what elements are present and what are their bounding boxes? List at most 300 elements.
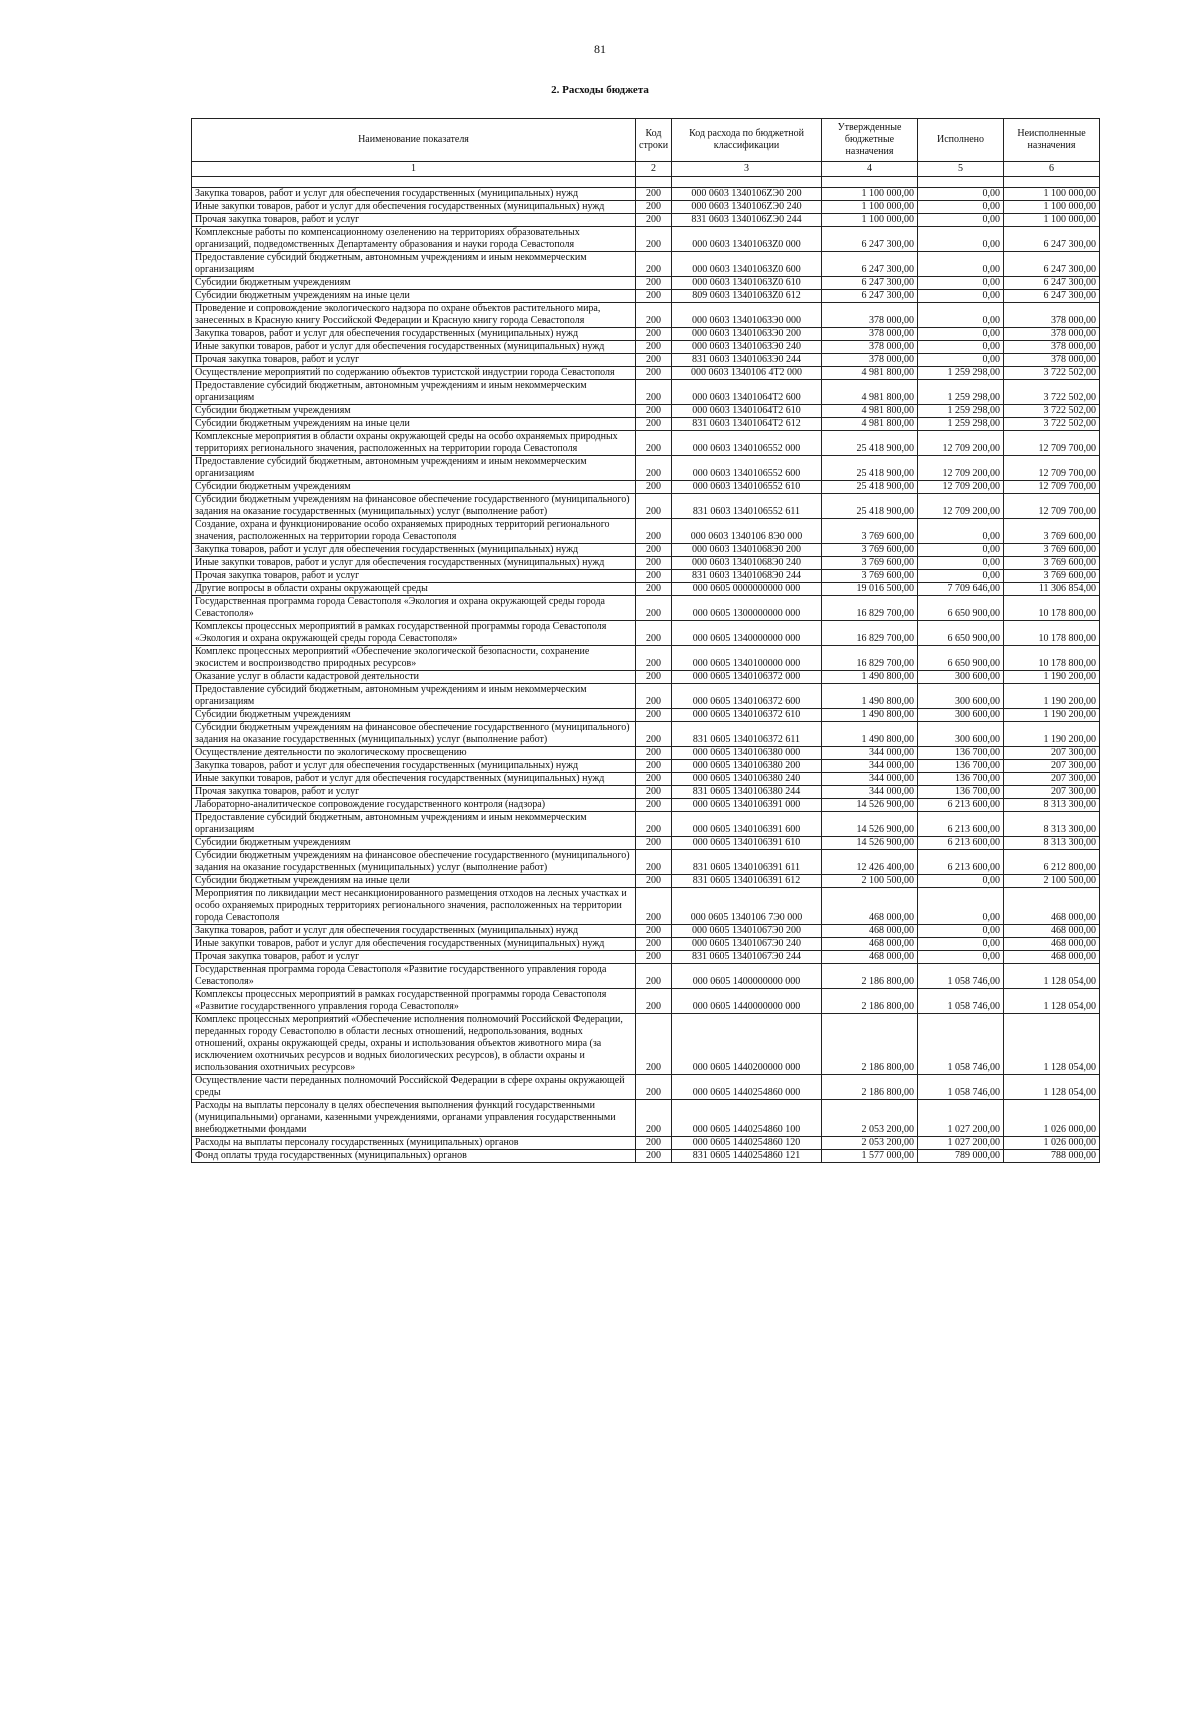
row-approved-amount: 16 829 700,00 (822, 596, 918, 621)
row-unexecuted-amount: 6 247 300,00 (1004, 227, 1100, 252)
row-classification-code: 000 0605 1440254860 100 (672, 1100, 822, 1137)
page-number: 81 (594, 42, 606, 56)
row-approved-amount: 468 000,00 (822, 925, 918, 938)
table-row (192, 684, 1100, 709)
row-name: Иные закупки товаров, работ и услуг для обеспечения государственных (муниципальных) нужд (192, 341, 636, 354)
row-executed-amount: 0,00 (918, 341, 1004, 354)
row-classification-code: 831 0605 13401067Э0 244 (672, 951, 822, 964)
row-executed-amount: 0,00 (918, 252, 1004, 277)
row-executed-amount: 0,00 (918, 201, 1004, 214)
row-classification-code: 000 0605 1340106372 610 (672, 709, 822, 722)
row-unexecuted-amount: 1 026 000,00 (1004, 1100, 1100, 1137)
row-unexecuted-amount: 468 000,00 (1004, 938, 1100, 951)
row-name: Комплексы процессных мероприятий в рамках государственной программы города Севастополя «Экология и охрана окружающей среды города Севастополя» (192, 621, 636, 646)
row-unexecuted-amount: 6 212 800,00 (1004, 850, 1100, 875)
row-approved-amount: 3 769 600,00 (822, 570, 918, 583)
row-classification-code: 831 0603 1340106552 611 (672, 494, 822, 519)
row-approved-amount: 4 981 800,00 (822, 380, 918, 405)
column-number: 3 (672, 162, 822, 177)
row-approved-amount: 1 490 800,00 (822, 722, 918, 747)
row-unexecuted-amount: 1 100 000,00 (1004, 188, 1100, 201)
row-executed-amount: 0,00 (918, 214, 1004, 227)
row-approved-amount: 468 000,00 (822, 888, 918, 925)
row-classification-code: 000 0605 1340106380 240 (672, 773, 822, 786)
row-executed-amount: 6 650 900,00 (918, 646, 1004, 671)
row-approved-amount: 1 100 000,00 (822, 201, 918, 214)
row-line-code: 200 (636, 722, 672, 747)
row-classification-code: 831 0603 1340106ZЭ0 244 (672, 214, 822, 227)
row-name: Субсидии бюджетным учреждениям (192, 481, 636, 494)
row-name: Субсидии бюджетным учреждениям на иные цели (192, 418, 636, 431)
row-unexecuted-amount: 11 306 854,00 (1004, 583, 1100, 596)
row-name: Предоставление субсидий бюджетным, автономным учреждениям и иным некоммерческим организациям (192, 456, 636, 481)
row-unexecuted-amount: 468 000,00 (1004, 951, 1100, 964)
row-line-code: 200 (636, 341, 672, 354)
column-number: 1 (192, 162, 636, 177)
row-classification-code: 000 0603 1340106ЗZ0 000 (672, 227, 822, 252)
row-executed-amount: 0,00 (918, 277, 1004, 290)
row-name: Субсидии бюджетным учреждениям на финансовое обеспечение государственного (муниципального) задания на оказание государственных (муниципальных) услуг (выполнение работ) (192, 850, 636, 875)
row-classification-code: 000 0605 13401067Э0 200 (672, 925, 822, 938)
row-approved-amount: 25 418 900,00 (822, 456, 918, 481)
row-classification-code: 000 0603 1340106552 000 (672, 431, 822, 456)
row-approved-amount: 378 000,00 (822, 354, 918, 367)
row-line-code: 200 (636, 1150, 672, 1163)
row-executed-amount: 1 259 298,00 (918, 405, 1004, 418)
row-name: Комплексы процессных мероприятий в рамках государственной программы города Севастополя «Развитие государственного управления города Севастополя» (192, 989, 636, 1014)
row-executed-amount: 1 259 298,00 (918, 380, 1004, 405)
row-executed-amount: 0,00 (918, 354, 1004, 367)
row-approved-amount: 344 000,00 (822, 747, 918, 760)
row-approved-amount: 4 981 800,00 (822, 418, 918, 431)
row-unexecuted-amount: 1 128 054,00 (1004, 1014, 1100, 1075)
row-approved-amount: 378 000,00 (822, 303, 918, 328)
row-line-code: 200 (636, 812, 672, 837)
row-unexecuted-amount: 6 247 300,00 (1004, 252, 1100, 277)
header-unexecuted: Неисполненные назначения (1004, 119, 1100, 162)
row-classification-code: 831 0605 1340106391 611 (672, 850, 822, 875)
row-approved-amount: 1 100 000,00 (822, 214, 918, 227)
row-line-code: 200 (636, 684, 672, 709)
row-line-code: 200 (636, 747, 672, 760)
table-row (192, 747, 1100, 760)
row-line-code: 200 (636, 621, 672, 646)
row-classification-code: 000 0603 1340106552 610 (672, 481, 822, 494)
row-executed-amount: 12 709 200,00 (918, 481, 1004, 494)
row-line-code: 200 (636, 303, 672, 328)
row-approved-amount: 25 418 900,00 (822, 431, 918, 456)
row-unexecuted-amount: 12 709 700,00 (1004, 494, 1100, 519)
row-unexecuted-amount: 3 722 502,00 (1004, 367, 1100, 380)
row-name: Комплекс процессных мероприятий «Обеспечение исполнения полномочий Российской Федерации, переданных городу Севастополю в области лесных отношений, недропользования, водных отношений, охраны окружающей среды, охраны и использования объектов животного мира (за исключением охотничьих ресурсов и водных биологических ресурсов), в области охраны и использования охотничьих ресурсов» (192, 1014, 636, 1075)
row-executed-amount: 0,00 (918, 227, 1004, 252)
row-classification-code: 831 0605 1340106372 611 (672, 722, 822, 747)
table-row (192, 1137, 1100, 1150)
row-executed-amount: 1 058 746,00 (918, 964, 1004, 989)
spacer-row (192, 177, 1100, 188)
row-name: Прочая закупка товаров, работ и услуг (192, 354, 636, 367)
row-name: Закупка товаров, работ и услуг для обеспечения государственных (муниципальных) нужд (192, 328, 636, 341)
row-executed-amount: 1 259 298,00 (918, 418, 1004, 431)
row-executed-amount: 6 213 600,00 (918, 799, 1004, 812)
row-approved-amount: 2 100 500,00 (822, 875, 918, 888)
row-line-code: 200 (636, 964, 672, 989)
row-classification-code: 000 0605 1340000000 000 (672, 621, 822, 646)
row-classification-code: 000 0605 1440000000 000 (672, 989, 822, 1014)
row-name: Иные закупки товаров, работ и услуг для обеспечения государственных (муниципальных) нужд (192, 201, 636, 214)
table-row (192, 596, 1100, 621)
row-approved-amount: 25 418 900,00 (822, 494, 918, 519)
row-approved-amount: 1 100 000,00 (822, 188, 918, 201)
table-row (192, 367, 1100, 380)
table-row (192, 709, 1100, 722)
table-row (192, 938, 1100, 951)
row-executed-amount: 0,00 (918, 303, 1004, 328)
row-unexecuted-amount: 12 709 700,00 (1004, 431, 1100, 456)
table-row (192, 380, 1100, 405)
row-executed-amount: 1 058 746,00 (918, 1075, 1004, 1100)
row-approved-amount: 14 526 900,00 (822, 812, 918, 837)
table-row (192, 252, 1100, 277)
table-row (192, 722, 1100, 747)
column-number: 4 (822, 162, 918, 177)
row-executed-amount: 1 027 200,00 (918, 1137, 1004, 1150)
row-executed-amount: 0,00 (918, 951, 1004, 964)
row-classification-code: 000 0603 13401064T2 610 (672, 405, 822, 418)
row-line-code: 200 (636, 418, 672, 431)
row-executed-amount: 0,00 (918, 544, 1004, 557)
header-row (192, 119, 1100, 162)
row-line-code: 200 (636, 214, 672, 227)
row-name: Иные закупки товаров, работ и услуг для обеспечения государственных (муниципальных) нужд (192, 938, 636, 951)
table-row (192, 1150, 1100, 1163)
table-row (192, 418, 1100, 431)
table-row (192, 925, 1100, 938)
row-line-code: 200 (636, 456, 672, 481)
row-approved-amount: 344 000,00 (822, 760, 918, 773)
row-name: Субсидии бюджетным учреждениям (192, 405, 636, 418)
row-approved-amount: 12 426 400,00 (822, 850, 918, 875)
row-classification-code: 000 0603 1340106 4T2 000 (672, 367, 822, 380)
row-unexecuted-amount: 1 128 054,00 (1004, 964, 1100, 989)
row-approved-amount: 3 769 600,00 (822, 557, 918, 570)
row-classification-code: 000 0605 1440200000 000 (672, 1014, 822, 1075)
row-unexecuted-amount: 8 313 300,00 (1004, 837, 1100, 850)
row-approved-amount: 4 981 800,00 (822, 367, 918, 380)
row-name: Создание, охрана и функционирование особо охраняемых природных территорий регионального значения, расположенных на территории города Севастополя (192, 519, 636, 544)
row-line-code: 200 (636, 557, 672, 570)
row-approved-amount: 6 247 300,00 (822, 277, 918, 290)
row-unexecuted-amount: 3 769 600,00 (1004, 557, 1100, 570)
header-approved: Утвержденные бюджетные назначения (822, 119, 918, 162)
row-name: Прочая закупка товаров, работ и услуг (192, 951, 636, 964)
row-unexecuted-amount: 3 769 600,00 (1004, 544, 1100, 557)
row-executed-amount: 6 213 600,00 (918, 812, 1004, 837)
row-line-code: 200 (636, 875, 672, 888)
row-unexecuted-amount: 378 000,00 (1004, 303, 1100, 328)
row-name: Предоставление субсидий бюджетным, автономным учреждениям и иным некоммерческим организациям (192, 380, 636, 405)
row-unexecuted-amount: 1 128 054,00 (1004, 1075, 1100, 1100)
row-executed-amount: 300 600,00 (918, 709, 1004, 722)
row-line-code: 200 (636, 519, 672, 544)
row-line-code: 200 (636, 252, 672, 277)
row-executed-amount: 0,00 (918, 925, 1004, 938)
row-unexecuted-amount: 1 190 200,00 (1004, 671, 1100, 684)
table-row (192, 646, 1100, 671)
row-approved-amount: 1 490 800,00 (822, 671, 918, 684)
row-line-code: 200 (636, 786, 672, 799)
row-name: Осуществление деятельности по экологическому просвещению (192, 747, 636, 760)
row-name: Расходы на выплаты персоналу в целях обеспечения выполнения функций государственными (муниципальными) органами, казенными учреждениями, органами управления государственными внебюджетными фондами (192, 1100, 636, 1137)
row-line-code: 200 (636, 481, 672, 494)
table-row (192, 544, 1100, 557)
row-line-code: 200 (636, 290, 672, 303)
row-executed-amount: 0,00 (918, 570, 1004, 583)
row-unexecuted-amount: 12 709 700,00 (1004, 456, 1100, 481)
row-approved-amount: 2 053 200,00 (822, 1137, 918, 1150)
table-row (192, 341, 1100, 354)
row-line-code: 200 (636, 646, 672, 671)
row-line-code: 200 (636, 405, 672, 418)
row-unexecuted-amount: 378 000,00 (1004, 341, 1100, 354)
row-name: Государственная программа города Севастополя «Экология и охрана окружающей среды города Севастополя» (192, 596, 636, 621)
row-unexecuted-amount: 1 026 000,00 (1004, 1137, 1100, 1150)
table-body (192, 188, 1100, 1163)
row-line-code: 200 (636, 1075, 672, 1100)
row-executed-amount: 6 650 900,00 (918, 596, 1004, 621)
row-approved-amount: 3 769 600,00 (822, 519, 918, 544)
row-unexecuted-amount: 3 769 600,00 (1004, 519, 1100, 544)
row-executed-amount: 6 213 600,00 (918, 837, 1004, 850)
row-name: Субсидии бюджетным учреждениям (192, 709, 636, 722)
row-approved-amount: 344 000,00 (822, 773, 918, 786)
table-row (192, 303, 1100, 328)
row-classification-code: 000 0605 1340106391 600 (672, 812, 822, 837)
row-unexecuted-amount: 1 190 200,00 (1004, 684, 1100, 709)
row-unexecuted-amount: 378 000,00 (1004, 354, 1100, 367)
row-executed-amount: 0,00 (918, 290, 1004, 303)
row-line-code: 200 (636, 1137, 672, 1150)
row-name: Расходы на выплаты персоналу государственных (муниципальных) органов (192, 1137, 636, 1150)
row-classification-code: 000 0603 13401064T2 600 (672, 380, 822, 405)
row-executed-amount: 7 709 646,00 (918, 583, 1004, 596)
row-approved-amount: 6 247 300,00 (822, 252, 918, 277)
row-executed-amount: 300 600,00 (918, 722, 1004, 747)
row-name: Субсидии бюджетным учреждениям на иные цели (192, 290, 636, 303)
header-executed: Исполнено (918, 119, 1004, 162)
table-row (192, 837, 1100, 850)
row-line-code: 200 (636, 583, 672, 596)
row-unexecuted-amount: 10 178 800,00 (1004, 621, 1100, 646)
row-approved-amount: 14 526 900,00 (822, 837, 918, 850)
row-classification-code: 000 0603 13401068Э0 240 (672, 557, 822, 570)
row-unexecuted-amount: 10 178 800,00 (1004, 646, 1100, 671)
row-executed-amount: 0,00 (918, 888, 1004, 925)
row-classification-code: 831 0603 13401064T2 612 (672, 418, 822, 431)
table-row (192, 621, 1100, 646)
table-row (192, 277, 1100, 290)
table-row (192, 328, 1100, 341)
row-approved-amount: 4 981 800,00 (822, 405, 918, 418)
column-number: 6 (1004, 162, 1100, 177)
row-classification-code: 000 0605 1340106391 000 (672, 799, 822, 812)
table-row (192, 989, 1100, 1014)
row-name: Закупка товаров, работ и услуг для обеспечения государственных (муниципальных) нужд (192, 760, 636, 773)
row-classification-code: 000 0603 1340106ZЭ0 200 (672, 188, 822, 201)
row-approved-amount: 2 186 800,00 (822, 1075, 918, 1100)
row-line-code: 200 (636, 1100, 672, 1137)
row-executed-amount: 0,00 (918, 557, 1004, 570)
row-classification-code: 000 0605 1340106372 600 (672, 684, 822, 709)
row-classification-code: 000 0605 1340106380 000 (672, 747, 822, 760)
row-line-code: 200 (636, 328, 672, 341)
row-line-code: 200 (636, 938, 672, 951)
row-line-code: 200 (636, 494, 672, 519)
table-row (192, 875, 1100, 888)
section-title: 2. Расходы бюджета (551, 84, 649, 96)
row-classification-code: 000 0605 1440254860 120 (672, 1137, 822, 1150)
table-row (192, 773, 1100, 786)
row-unexecuted-amount: 10 178 800,00 (1004, 596, 1100, 621)
row-line-code: 200 (636, 570, 672, 583)
header-line-code: Код строки (636, 119, 672, 162)
row-executed-amount: 300 600,00 (918, 671, 1004, 684)
row-name: Предоставление субсидий бюджетным, автономным учреждениям и иным некоммерческим организациям (192, 252, 636, 277)
row-line-code: 200 (636, 596, 672, 621)
table-row (192, 431, 1100, 456)
row-line-code: 200 (636, 227, 672, 252)
row-name: Субсидии бюджетным учреждениям на финансовое обеспечение государственного (муниципального) задания на оказание государственных (муниципальных) услуг (выполнение работ) (192, 722, 636, 747)
row-approved-amount: 14 526 900,00 (822, 799, 918, 812)
row-name: Лабораторно-аналитическое сопровождение государственного контроля (надзора) (192, 799, 636, 812)
row-executed-amount: 6 213 600,00 (918, 850, 1004, 875)
row-approved-amount: 1 577 000,00 (822, 1150, 918, 1163)
table-row (192, 888, 1100, 925)
row-name: Проведение и сопровождение экологического надзора по охране объектов растительного мира, занесенных в Красную книгу Российской Федерации и Красную книгу города Севастополя (192, 303, 636, 328)
row-approved-amount: 16 829 700,00 (822, 646, 918, 671)
row-unexecuted-amount: 3 769 600,00 (1004, 570, 1100, 583)
row-executed-amount: 136 700,00 (918, 786, 1004, 799)
row-classification-code: 000 0603 13401068Э0 200 (672, 544, 822, 557)
row-classification-code: 000 0603 1340106ЗЭ0 200 (672, 328, 822, 341)
row-classification-code: 809 0603 1340106ЗZ0 612 (672, 290, 822, 303)
row-executed-amount: 136 700,00 (918, 773, 1004, 786)
row-name: Мероприятия по ликвидации мест несанкционированного размещения отходов на лесных участках и особо охраняемых природных территориях регионального значения, расположенных на территории города Севастополя (192, 888, 636, 925)
row-unexecuted-amount: 8 313 300,00 (1004, 799, 1100, 812)
row-approved-amount: 344 000,00 (822, 786, 918, 799)
row-name: Прочая закупка товаров, работ и услуг (192, 786, 636, 799)
table-row (192, 1075, 1100, 1100)
row-approved-amount: 6 247 300,00 (822, 290, 918, 303)
table-row (192, 354, 1100, 367)
row-executed-amount: 1 259 298,00 (918, 367, 1004, 380)
table-row (192, 188, 1100, 201)
row-approved-amount: 19 016 500,00 (822, 583, 918, 596)
row-approved-amount: 2 186 800,00 (822, 989, 918, 1014)
row-approved-amount: 2 186 800,00 (822, 964, 918, 989)
row-line-code: 200 (636, 367, 672, 380)
table-row (192, 481, 1100, 494)
row-line-code: 200 (636, 431, 672, 456)
table-row (192, 812, 1100, 837)
row-unexecuted-amount: 1 100 000,00 (1004, 214, 1100, 227)
row-classification-code: 000 0603 1340106552 600 (672, 456, 822, 481)
row-name: Закупка товаров, работ и услуг для обеспечения государственных (муниципальных) нужд (192, 188, 636, 201)
row-unexecuted-amount: 207 300,00 (1004, 786, 1100, 799)
row-name: Комплекс процессных мероприятий «Обеспечение экологической безопасности, сохранение экосистем и воспроизводство природных ресурсов» (192, 646, 636, 671)
row-classification-code: 000 0605 13401067Э0 240 (672, 938, 822, 951)
row-name: Субсидии бюджетным учреждениям на финансовое обеспечение государственного (муниципального) задания на оказание государственных (муниципальных) услуг (выполнение работ) (192, 494, 636, 519)
header-classification-code: Код расхода по бюджетной классификации (672, 119, 822, 162)
row-unexecuted-amount: 207 300,00 (1004, 773, 1100, 786)
table-row (192, 799, 1100, 812)
row-executed-amount: 1 027 200,00 (918, 1100, 1004, 1137)
row-unexecuted-amount: 1 190 200,00 (1004, 722, 1100, 747)
row-classification-code: 000 0605 0000000000 000 (672, 583, 822, 596)
row-name: Субсидии бюджетным учреждениям на иные цели (192, 875, 636, 888)
table-row (192, 570, 1100, 583)
table-row (192, 964, 1100, 989)
row-line-code: 200 (636, 188, 672, 201)
row-unexecuted-amount: 8 313 300,00 (1004, 812, 1100, 837)
row-classification-code: 000 0605 1340106380 200 (672, 760, 822, 773)
row-approved-amount: 378 000,00 (822, 328, 918, 341)
row-approved-amount: 1 490 800,00 (822, 684, 918, 709)
row-approved-amount: 25 418 900,00 (822, 481, 918, 494)
column-number: 5 (918, 162, 1004, 177)
row-classification-code: 000 0603 1340106ЗZ0 600 (672, 252, 822, 277)
row-line-code: 200 (636, 277, 672, 290)
row-name: Прочая закупка товаров, работ и услуг (192, 570, 636, 583)
row-name: Субсидии бюджетным учреждениям (192, 277, 636, 290)
row-unexecuted-amount: 207 300,00 (1004, 747, 1100, 760)
row-line-code: 200 (636, 989, 672, 1014)
row-unexecuted-amount: 3 722 502,00 (1004, 380, 1100, 405)
row-classification-code: 000 0605 1400000000 000 (672, 964, 822, 989)
row-executed-amount: 12 709 200,00 (918, 456, 1004, 481)
row-line-code: 200 (636, 888, 672, 925)
table-row (192, 405, 1100, 418)
row-approved-amount: 378 000,00 (822, 341, 918, 354)
row-name: Государственная программа города Севастополя «Развитие государственного управления города Севастополя» (192, 964, 636, 989)
table-row (192, 951, 1100, 964)
table-row (192, 214, 1100, 227)
table-row (192, 583, 1100, 596)
table-row (192, 201, 1100, 214)
row-classification-code: 000 0605 1340106372 000 (672, 671, 822, 684)
table-row (192, 290, 1100, 303)
row-approved-amount: 3 769 600,00 (822, 544, 918, 557)
row-approved-amount: 6 247 300,00 (822, 227, 918, 252)
row-approved-amount: 468 000,00 (822, 951, 918, 964)
row-name: Комплексные работы по компенсационному озеленению на территориях образовательных организаций, подведомственных Департаменту образования и науки города Севастополя (192, 227, 636, 252)
row-classification-code: 831 0603 13401068Э0 244 (672, 570, 822, 583)
row-unexecuted-amount: 378 000,00 (1004, 328, 1100, 341)
row-classification-code: 831 0605 1340106380 244 (672, 786, 822, 799)
row-unexecuted-amount: 468 000,00 (1004, 925, 1100, 938)
row-line-code: 200 (636, 951, 672, 964)
row-name: Комплексные мероприятия в области охраны окружающей среды на особо охраняемых природных территориях регионального значения, расположенных на территории города Севастополя (192, 431, 636, 456)
row-unexecuted-amount: 6 247 300,00 (1004, 277, 1100, 290)
row-line-code: 200 (636, 773, 672, 786)
row-line-code: 200 (636, 709, 672, 722)
row-line-code: 200 (636, 544, 672, 557)
row-classification-code: 831 0605 1440254860 121 (672, 1150, 822, 1163)
row-approved-amount: 2 186 800,00 (822, 1014, 918, 1075)
row-line-code: 200 (636, 354, 672, 367)
row-name: Предоставление субсидий бюджетным, автономным учреждениям и иным некоммерческим организациям (192, 684, 636, 709)
row-unexecuted-amount: 2 100 500,00 (1004, 875, 1100, 888)
